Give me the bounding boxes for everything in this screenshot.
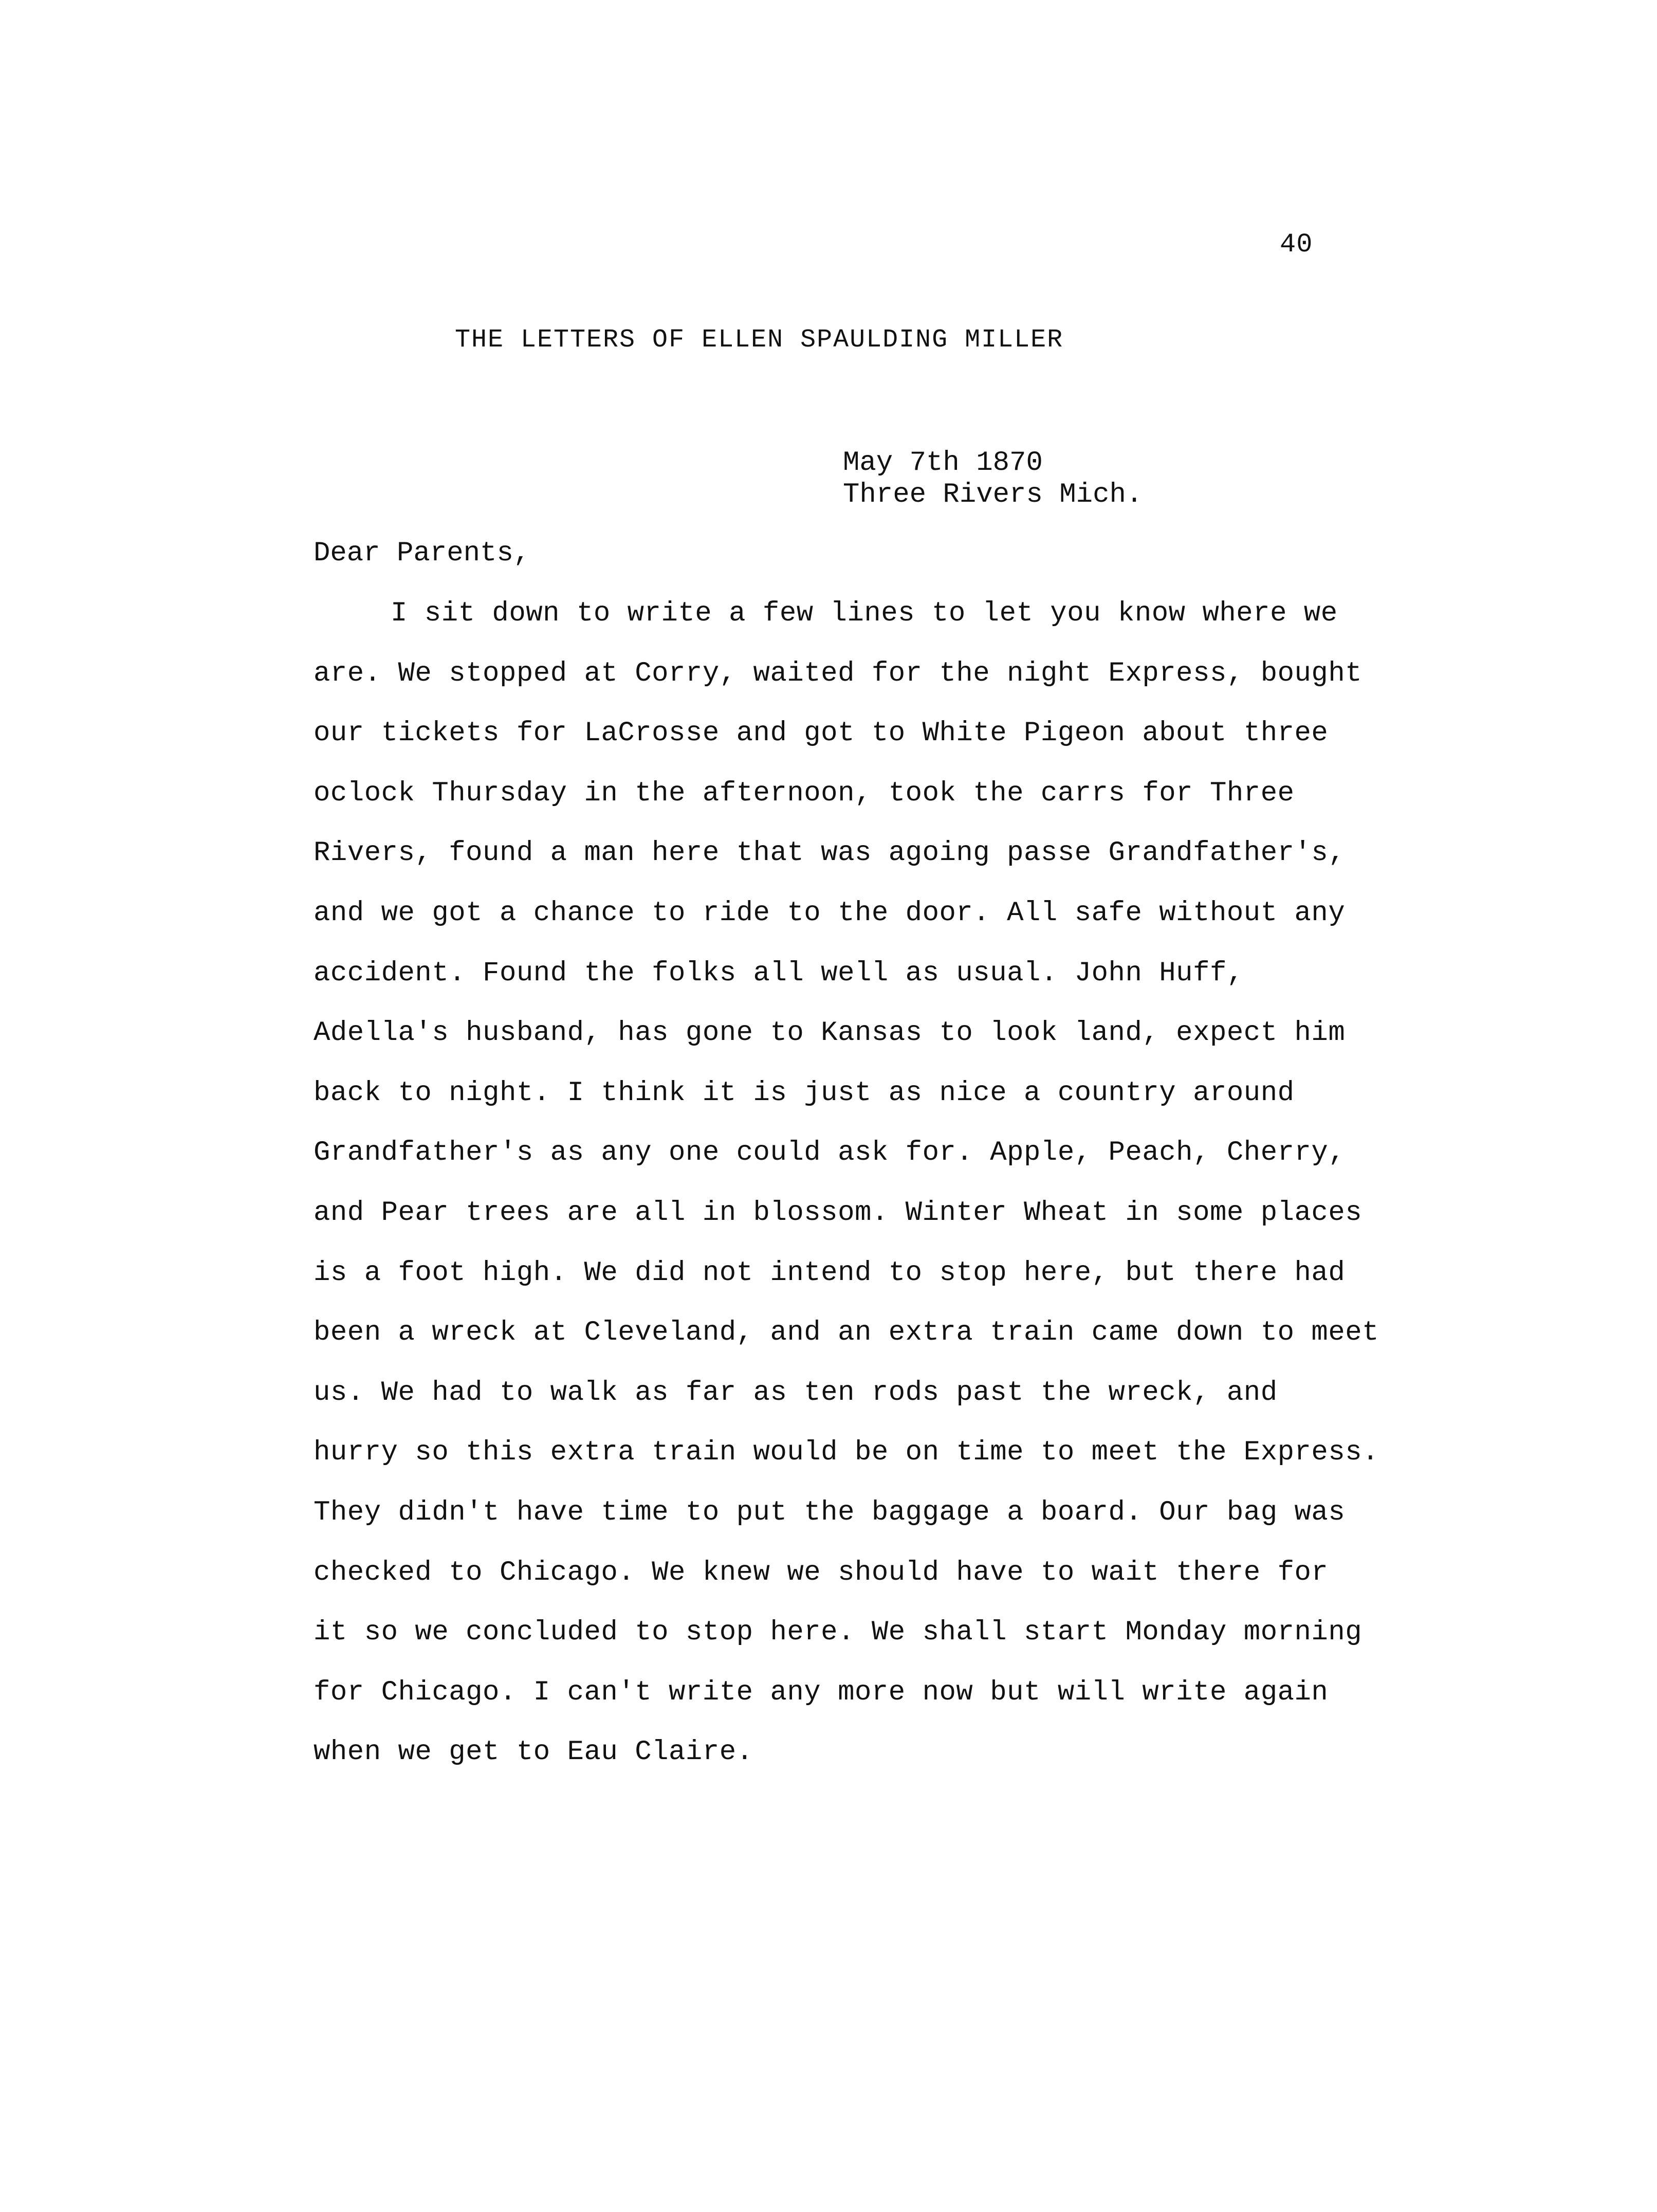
letter-line: hurry so this extra train would be on time to meet the Express. — [314, 1437, 1379, 1469]
letter-line: and we got a chance to ride to the door. All safe without any — [314, 897, 1346, 929]
letter-date: May 7th 1870 — [843, 447, 1043, 479]
letter-line: They didn't have time to put the baggage a board. Our bag was — [314, 1496, 1346, 1528]
letter-line: oclock Thursday in the afternoon, took the carrs for Three — [314, 777, 1295, 809]
page-number: 40 — [1280, 229, 1313, 260]
letter-line: back to night. I think it is just as nice a country around — [314, 1077, 1295, 1109]
letter-place: Three Rivers Mich. — [843, 479, 1143, 510]
letter-line: us. We had to walk as far as ten rods past the wreck, and — [314, 1377, 1278, 1409]
letter-line: Grandfather's as any one could ask for. Apple, Peach, Cherry, — [314, 1137, 1346, 1169]
letter-line: our tickets for LaCrosse and got to White Pigeon about three — [314, 718, 1329, 749]
letter-line: for Chicago. I can't write any more now but will write again — [314, 1676, 1329, 1708]
letter-line: are. We stopped at Corry, waited for the night Express, bought — [314, 657, 1363, 689]
letter-line: Rivers, found a man here that was agoing passe Grandfather's, — [314, 837, 1346, 869]
letter-salutation: Dear Parents, — [314, 538, 530, 569]
letter-line: accident. Found the folks all well as usual. John Huff, — [314, 957, 1244, 989]
letter-line: Adella's husband, has gone to Kansas to look land, expect him — [314, 1017, 1346, 1049]
letter-line: been a wreck at Cleveland, and an extra train came down to meet — [314, 1317, 1379, 1349]
letter-line: it so we concluded to stop here. We shall start Monday morning — [314, 1617, 1363, 1649]
letter-line: I sit down to write a few lines to let you know where we — [391, 598, 1338, 629]
letter-body — [314, 598, 1383, 1797]
letter-line: is a foot high. We did not intend to stop here, but there had — [314, 1257, 1346, 1289]
letter-line: and Pear trees are all in blossom. Winter Wheat in some places — [314, 1197, 1363, 1229]
letter-line: checked to Chicago. We knew we should have to wait there for — [314, 1557, 1329, 1588]
letter-line: when we get to Eau Claire. — [314, 1736, 753, 1768]
document-title: THE LETTERS OF ELLEN SPAULDING MILLER — [455, 325, 1064, 355]
letter-dateline — [843, 447, 1143, 511]
